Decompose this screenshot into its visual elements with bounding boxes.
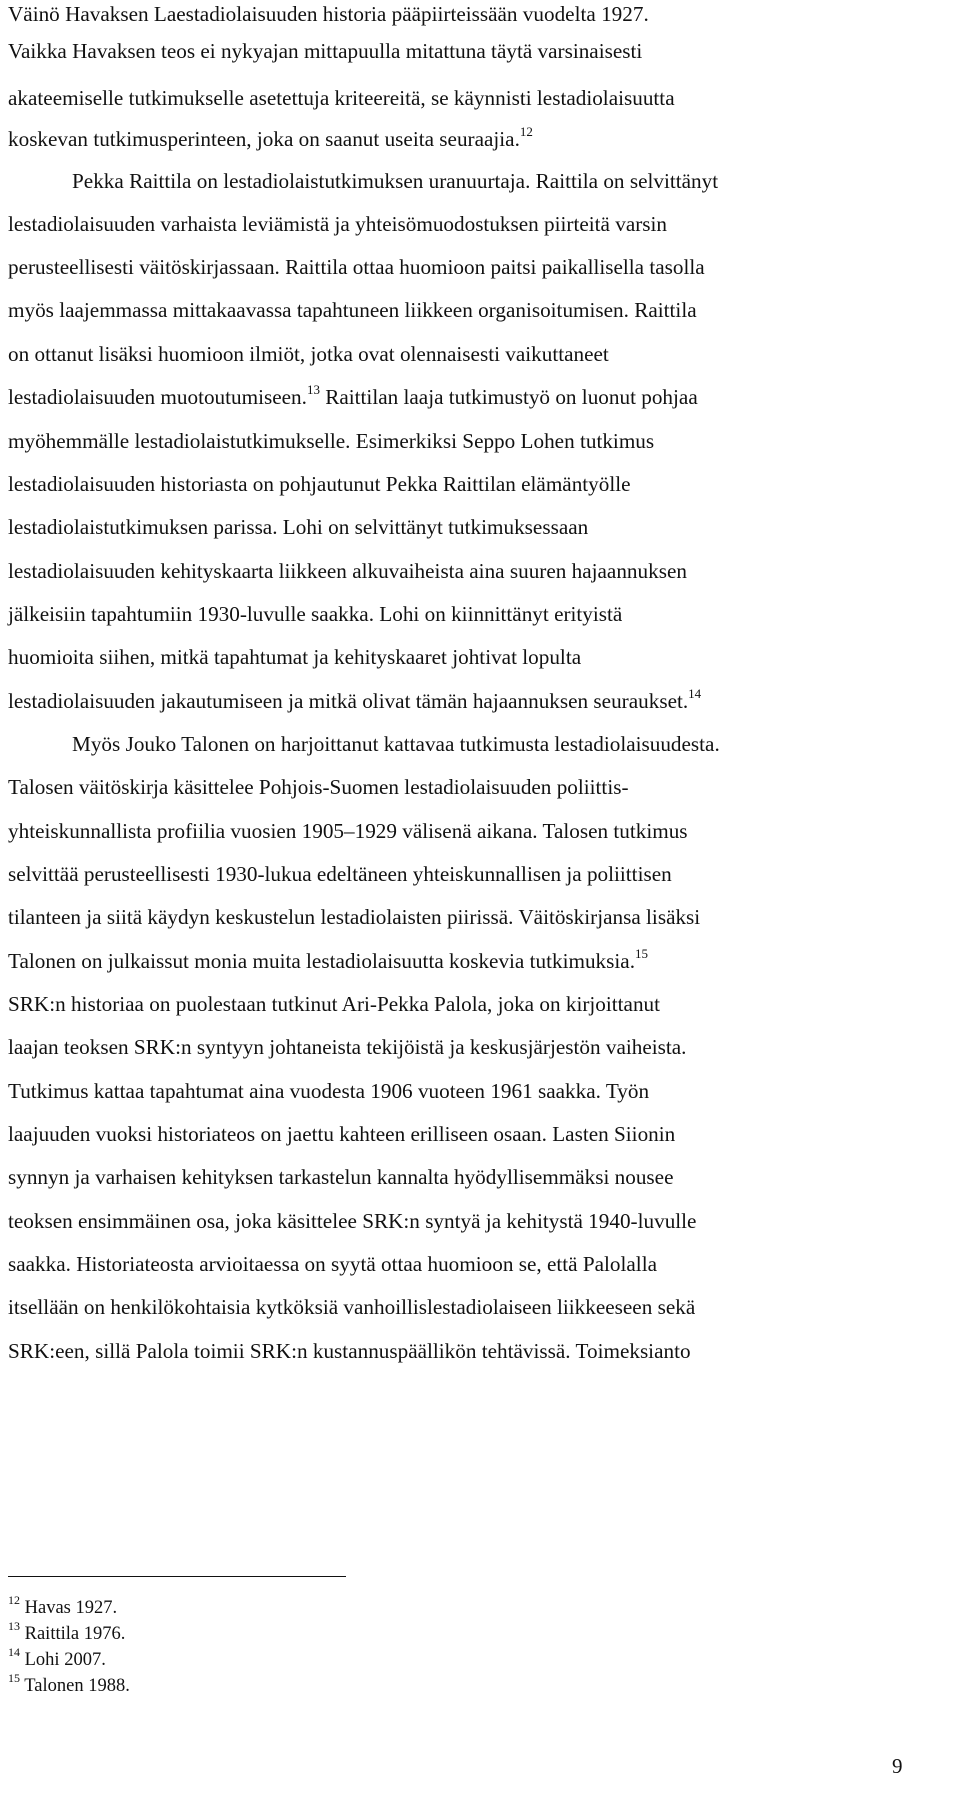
body-line: koskevan tutkimusperinteen, joka on saanut useita seuraajia.$^{12}$ (8, 123, 533, 151)
body-line: perusteellisesti väitöskirjassaan. Raittila ottaa huomioon paitsi paikallisella tasolla (8, 255, 705, 279)
footnote-number: 15 (8, 1670, 20, 1685)
body-line: SRK:n historiaa on puolestaan tutkinut Ari-Pekka Palola, joka on kirjoittanut (8, 992, 661, 1016)
body-line: myöhemmälle lestadiolaistutkimukselle. Esimerkiksi Seppo Lohen tutkimus (8, 429, 655, 453)
body-line: lestadiolaisuuden jakautumiseen ja mitkä olivat tämän hajaannuksen seuraukset.$^{14}$ (8, 685, 702, 713)
body-line: tilanteen ja siitä käydyn keskustelun lestadiolaisten piirissä. Väitöskirjansa lisäksi (8, 905, 701, 929)
body-line: on ottanut lisäksi huomioon ilmiöt, jotka ovat olennaisesti vaikuttaneet (8, 342, 609, 366)
body-line: Väinö Havaksen Laestadiolaisuuden historia pääpiirteissään vuodelta 1927. (8, 2, 649, 26)
body-line: lestadiolaisuuden varhaista leviämistä ja yhteisömuodostuksen piirteitä varsin (8, 212, 668, 236)
body-line: lestadiolaistutkimuksen parissa. Lohi on selvittänyt tutkimuksessaan (8, 515, 589, 539)
body-line: Tutkimus kattaa tapahtumat aina vuodesta 1906 vuoteen 1961 saakka. Työn (8, 1079, 650, 1103)
body-line: laajuuden vuoksi historiateos on jaettu kahteen erilliseen osaan. Lasten Siionin (8, 1122, 676, 1146)
body-line: synnyn ja varhaisen kehityksen tarkastelun kannalta hyödyllisemmäksi nousee (8, 1165, 674, 1189)
body-line: teoksen ensimmäinen osa, joka käsittelee SRK:n syntyä ja kehitystä 1940-luvulle (8, 1209, 697, 1233)
body-line: Myös Jouko Talonen on harjoittanut kattavaa tutkimusta lestadiolaisuudesta. (72, 732, 720, 756)
body-line: SRK:een, sillä Palola toimii SRK:n kustannuspäällikön tehtävissä. Toimeksianto (8, 1339, 691, 1363)
footnote-number: 13 (8, 1618, 20, 1633)
body-line: Pekka Raittila on lestadiolaistutkimuksen uranuurtaja. Raittila on selvittänyt (72, 169, 719, 193)
footnote-number: 14 (8, 1644, 20, 1659)
footnote-ref: 15 (635, 945, 648, 961)
body-line: huomioita siihen, mitkä tapahtumat ja kehityskaaret johtivat lopulta (8, 645, 582, 669)
page-number: 9 (892, 1754, 903, 1778)
footnote-ref: 13 (306, 381, 320, 397)
footnote: $^{13}$ Raittila 1976. (8, 1618, 126, 1644)
body-line: yhteiskunnallista profiilia vuosien 1905–1929 välisenä aikana. Talosen tutkimus (8, 819, 688, 843)
body-line: lestadiolaisuuden kehityskaarta liikkeen alkuvaiheista aina suuren hajaannuksen (8, 559, 687, 583)
body-line: akateemiselle tutkimukselle asetettuja kriteereitä, se käynnisti lestadiolaisuutta (8, 86, 675, 110)
body-line: Vaikka Havaksen teos ei nykyajan mittapuulla mitattuna täytä varsinaisesti (8, 39, 643, 63)
body-line: selvittää perusteellisesti 1930-lukua edeltäneen yhteiskunnallisen ja poliittisen (8, 862, 672, 886)
body-line: itsellään on henkilökohtaisia kytköksiä vanhoillislestadiolaiseen liikkeeseen sekä (8, 1295, 696, 1319)
footnote-separator (8, 1576, 346, 1577)
body-line: Talonen on julkaissut monia muita lestadiolaisuutta koskevia tutkimuksia.$^{15}$ (8, 945, 648, 973)
body-line: lestadiolaisuuden historiasta on pohjautunut Pekka Raittilan elämäntyölle (8, 472, 631, 496)
footnote-ref: 14 (688, 685, 702, 701)
footnote: $^{12}$ Havas 1927. (8, 1592, 118, 1618)
footnote-number: 12 (8, 1592, 20, 1607)
body-line: myös laajemmassa mittakaavassa tapahtuneen liikkeen organisoitumisen. Raittila (8, 298, 697, 322)
body-line: laajan teoksen SRK:n syntyyn johtaneista tekijöistä ja keskusjärjestön vaiheista. (8, 1035, 687, 1059)
footnote: $^{14}$ Lohi 2007. (8, 1644, 106, 1670)
footnote-ref: 12 (519, 123, 533, 139)
body-line: jälkeisiin tapahtumiin 1930-luvulle saakka. Lohi on kiinnittänyt erityistä (8, 602, 623, 626)
body-line: Talosen väitöskirja käsittelee Pohjois-Suomen lestadiolaisuuden poliittis- (8, 775, 629, 799)
body-line: saakka. Historiateosta arvioitaessa on syytä ottaa huomioon se, että Palolalla (8, 1252, 657, 1276)
footnote: $^{15}$ Talonen 1988. (8, 1670, 130, 1696)
body-line: lestadiolaisuuden muotoutumiseen.$^{13}$ Raittilan laaja tutkimustyö on luonut pohjaa (8, 381, 698, 409)
